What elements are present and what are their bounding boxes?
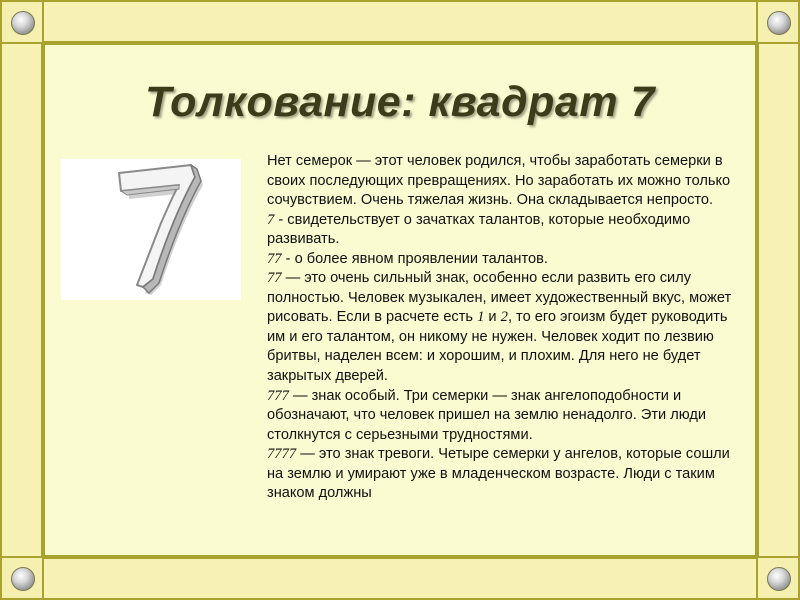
paragraph-three-sevens: 777 — знак особый. Три семерки — знак ангелоподобности и обозначают, что человек пришел на землю ненадолго. Эти люди столкнутся с серьезными трудностями. [267,387,707,443]
corner-ornament-top-left [0,0,44,44]
interpretation-text [267,152,742,504]
corner-ornament-top-right [756,0,800,44]
paragraph-one-seven: 7 - свидетельствует о зачатках талантов, которые необходимо развивать. [267,211,691,248]
frame-bottom-bar [0,557,800,600]
corner-ornament-bottom-right [756,556,800,600]
knob-icon [11,11,35,35]
paragraph-no-sevens: Нет семерок — этот человек родился, чтобы заработать семерки в своих последующих превращениях. Но заработать их можно только сочувствием. Очень тяжелая жизнь. Она складывается непросто. [267,153,731,209]
knob-icon [11,567,35,591]
paragraph-four-sevens: 7777 — это знак тревоги. Четыре семерки у ангелов, которые сошли на землю и умирают уже в младенческом возрасте. Люди с таким знаком должны [267,446,730,502]
corner-ornament-bottom-left [0,556,44,600]
frame-top-bar [0,0,800,43]
frame-inner-line-top [43,43,757,45]
frame-inner-line-bottom [43,555,757,557]
seven-image [61,159,241,300]
slide-title: Толкование: квадрат 7 [145,78,655,126]
knob-icon [767,567,791,591]
knob-icon [767,11,791,35]
paragraph-two-sevens-a: 77 - о более явном проявлении талантов. [267,250,548,267]
seven-digit-icon [61,159,241,300]
paragraph-two-sevens-b: 77 — это очень сильный знак, особенно если развить его силу полностью. Человек музыкален, имеет художественный вкус, может рисовать. Если в расчете есть 1 и 2, то его эгоизм будет руководить им и его талантом, он никому не нужен. Человек ходит по лезвию бритвы, наделен всем: и хорошим, и плохим. Для него не будет закрытых дверей. [267,270,732,385]
